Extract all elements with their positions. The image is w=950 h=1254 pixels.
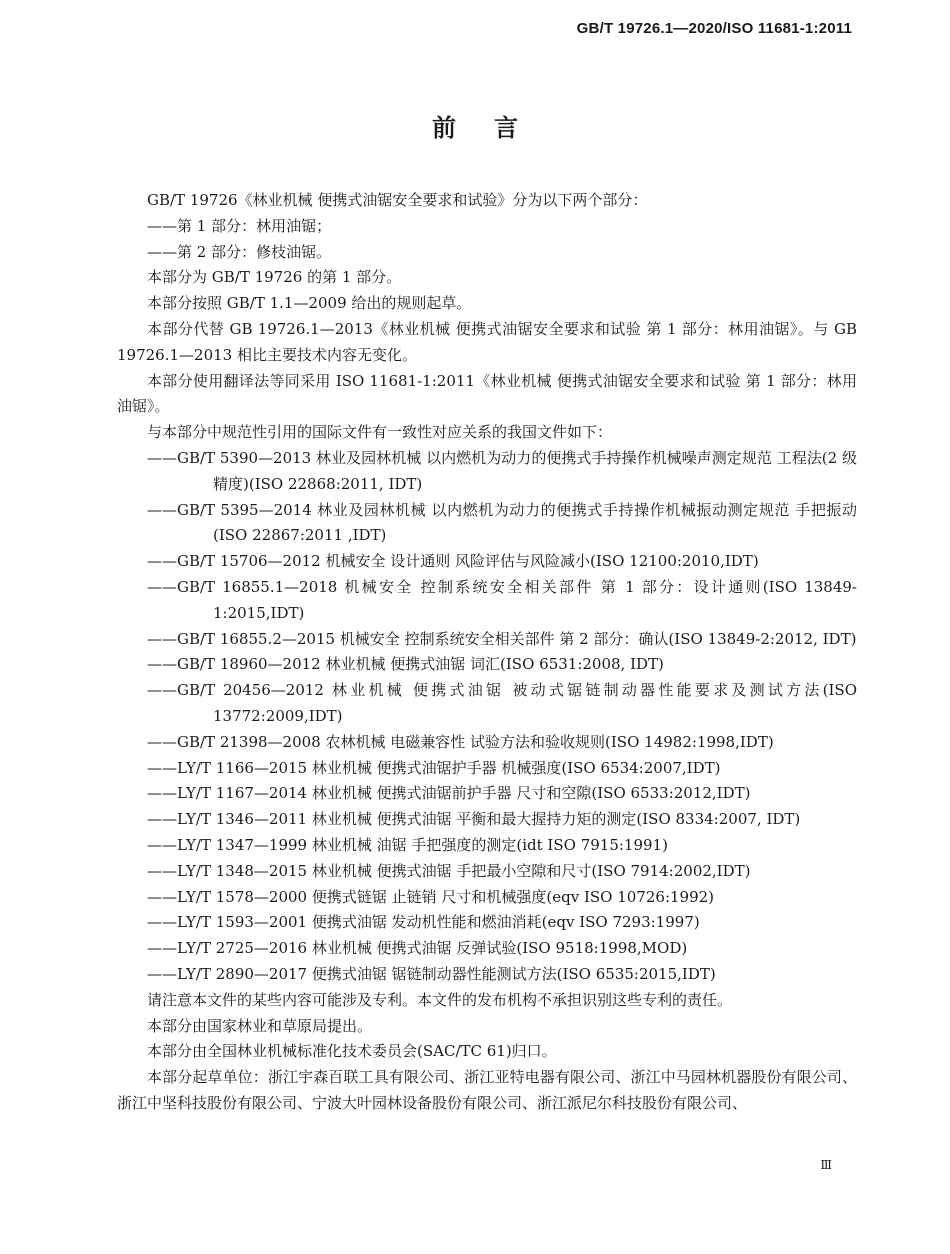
reference-item: ——LY/T 1578—2000 便携式链锯 止链销 尺寸和机械强度(eqv ISO 10726:1992) xyxy=(147,887,715,906)
reference-item: ——LY/T 2890—2017 便携式油锯 锯链制动器性能测试方法(ISO 6535:2015,IDT) xyxy=(147,964,716,983)
reference-item: ——LY/T 1348—2015 林业机械 便携式油锯 手把最小空隙和尺寸(ISO 7914:2002,IDT) xyxy=(147,861,751,880)
paragraph: 本部分使用翻译法等同采用 ISO 11681-1:2011《林业机械 便携式油锯安全要求和试验 第 1 部分：林用油锯》。 xyxy=(117,371,857,416)
paragraph: 本部分为 GB/T 19726 的第 1 部分。 xyxy=(147,268,402,287)
page-number: Ⅲ xyxy=(820,1158,832,1172)
reference-item: ——GB/T 16855.2—2015 机械安全 控制系统安全相关部件 第 2 部分：确认(ISO 13849-2:2012, IDT) xyxy=(147,629,857,648)
reference-item: ——LY/T 1166—2015 林业机械 便携式油锯护手器 机械强度(ISO 6534:2007,IDT) xyxy=(147,758,721,777)
reference-item: ——LY/T 1346—2011 林业机械 便携式油锯 平衡和最大握持力矩的测定(ISO 8334:2007, IDT) xyxy=(147,810,801,829)
paragraph: 与本部分中规范性引用的国际文件有一致性对应关系的我国文件如下： xyxy=(147,423,613,442)
standard-number-header: GB/T 19726.1—2020/ISO 11681-1:2011 xyxy=(576,20,852,37)
part-item: ——第 1 部分：林用油锯； xyxy=(147,216,332,235)
reference-item: ——GB/T 5390—2013 林业及园林机械 以内燃机为动力的便携式手持操作机械噪声测定规范 工程法(2 级精度)(ISO 22868:2011, IDT) xyxy=(147,448,857,493)
drafting-units-paragraph: 本部分起草单位：浙江宇森百联工具有限公司、浙江亚特电器有限公司、浙江中马园林机器股份有限公司、浙江中坚科技股份有限公司、宁波大叶园林设备股份有限公司、浙江派尼尔科技股份有限公司、 xyxy=(117,1068,857,1112)
reference-item: ——GB/T 21398—2008 农林机械 电磁兼容性 试验方法和验收规则(ISO 14982:1998,IDT) xyxy=(147,732,774,751)
foreword-body xyxy=(117,188,857,1117)
reference-item: ——LY/T 1347—1999 林业机械 油锯 手把强度的测定(idt ISO 7915:1991) xyxy=(147,835,668,854)
paragraph: 本部分代替 GB 19726.1—2013《林业机械 便携式油锯安全要求和试验 第 1 部分：林用油锯》。与 GB 19726.1—2013 相比主要技术内容无变化。 xyxy=(117,319,857,364)
reference-item: ——GB/T 20456—2012 林业机械 便携式油锯 被动式锯链制动器性能要求及测试方法(ISO 13772:2009,IDT) xyxy=(147,681,857,725)
proposer-paragraph: 本部分由国家林业和草原局提出。 xyxy=(147,1016,373,1035)
reference-item: ——LY/T 1593—2001 便携式油锯 发动机性能和燃油消耗(eqv ISO 7293:1997) xyxy=(147,913,700,932)
reference-item: ——LY/T 1167—2014 林业机械 便携式油锯前护手器 尺寸和空隙(ISO 6533:2012,IDT) xyxy=(147,784,751,803)
reference-item: ——LY/T 2725—2016 林业机械 便携式油锯 反弹试验(ISO 9518:1998,MOD) xyxy=(147,939,688,958)
paragraph: 本部分按照 GB/T 1.1—2009 给出的规则起草。 xyxy=(147,294,472,313)
reference-item: ——GB/T 15706—2012 机械安全 设计通则 风险评估与风险减小(ISO 12100:2010,IDT) xyxy=(147,552,759,571)
page-title: 前言 xyxy=(432,113,556,142)
intro-paragraph: GB/T 19726《林业机械 便携式油锯安全要求和试验》分为以下两个部分： xyxy=(147,191,648,209)
reference-item: ——GB/T 5395—2014 林业及园林机械 以内燃机为动力的便携式手持操作机械振动测定规范 手把振动(ISO 22867:2011 ,IDT) xyxy=(147,500,857,545)
reference-item: ——GB/T 16855.1—2018 机械安全 控制系统安全相关部件 第 1 部分：设计通则(ISO 13849-1:2015,IDT) xyxy=(147,577,857,622)
patent-notice: 请注意本文件的某些内容可能涉及专利。本文件的发布机构不承担识别这些专利的责任。 xyxy=(147,990,733,1009)
reference-list xyxy=(117,446,857,988)
part-item: ——第 2 部分：修枝油锯。 xyxy=(147,242,332,261)
reference-item: ——GB/T 18960—2012 林业机械 便携式油锯 词汇(ISO 6531:2008, IDT) xyxy=(147,655,664,674)
committee-paragraph: 本部分由全国林业机械标准化技术委员会(SAC/TC 61)归口。 xyxy=(147,1042,557,1061)
